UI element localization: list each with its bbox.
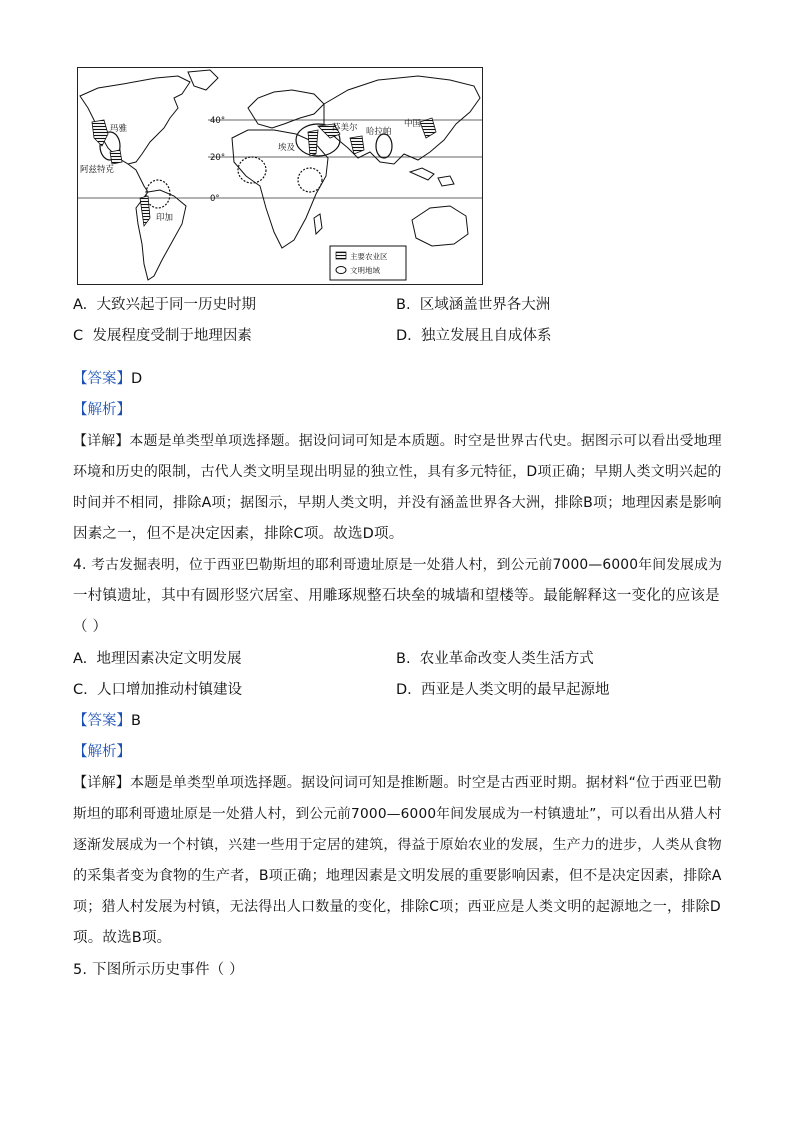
q3-option-d[interactable]: D. 独立发展且自成体系 <box>396 328 552 344</box>
agri-aztec <box>110 150 122 164</box>
q4-detail-line-4: 的采集者变为食物的生产者，B项正确；地理因素是文明发展的重要影响因素，但不是决定因素，排除A <box>73 868 722 884</box>
q3-detail-line-3: 时间并不相同，排除A项；据图示，早期人类文明，并没有涵盖世界各大洲，排除B项；地理因素是影响 <box>73 495 722 511</box>
australia <box>412 206 468 246</box>
madagascar <box>314 214 322 234</box>
q4-option-a[interactable]: A. 地理因素决定文明发展 <box>73 651 242 667</box>
q4-detail-line-3: 逐渐发展成为一个村镇，兴建一些用于定居的建筑，得益于原始农业的发展，生产力的进步，人类从食物 <box>73 837 722 853</box>
q3-detail-line-2: 环境和历史的限制，古代人类文明呈现出明显的独立性，具有多元特征，D项正确；早期人类文明兴起的 <box>73 464 722 480</box>
q4-detail-line-1: 【详解】本题是单类型单项选择题。据设问词可知是推断题。时空是古西亚时期。据材料“位于西亚巴勒 <box>73 775 722 791</box>
north-america <box>80 76 190 164</box>
se-asia-islands <box>410 168 454 186</box>
agri-inca <box>140 196 150 226</box>
q4-option-c[interactable]: C. 人口增加推动村镇建设 <box>73 682 242 698</box>
q4-option-b[interactable]: B. 农业革命改变人类生活方式 <box>396 651 594 667</box>
q4-detail-line-2: 斯坦的耶利哥遗址原是一处猎人村，到公元前7000—6000年间发展成为一村镇遗址”，可以看出从猎人村 <box>73 806 722 822</box>
place-aztec: 阿兹特克 <box>80 165 115 175</box>
civ-region-harappa <box>376 134 392 158</box>
place-sumer: 苏美尔 <box>332 123 358 133</box>
agri-china <box>420 118 436 138</box>
lat-label-20: 20° <box>210 153 226 163</box>
legend-civ-label: 文明地域 <box>350 266 380 275</box>
civ-region-africa-w <box>238 157 266 183</box>
q4-detail-line-6: 项。故选B项。 <box>73 930 172 946</box>
q3-answer: 【答案】D <box>73 371 143 387</box>
place-inca: 印加 <box>156 213 174 223</box>
q4-analysis-label: 【解析】 <box>73 744 131 760</box>
lat-label-0: 0° <box>210 194 220 204</box>
q5-stem: 5. 下图所示历史事件（ ） <box>73 962 244 978</box>
q4-option-d[interactable]: D. 西亚是人类文明的最早起源地 <box>396 682 610 698</box>
q4-stem-line-1: 4. 考古发掘表明，位于西亚巴勒斯坦的耶利哥遗址原是一处猎人村，到公元前7000—6000年间发展成为 <box>73 557 723 573</box>
q3-option-a[interactable]: A. 大致兴起于同一历史时期 <box>73 297 256 313</box>
q3-detail-line-1: 【详解】本题是单类型单项选择题。据设问词可知是本质题。时空是世界古代史。据图示可以看出受地理 <box>73 433 722 449</box>
civ-region-inca <box>146 180 170 208</box>
lat-label-40: 40° <box>210 116 226 126</box>
q3-option-c[interactable]: C 发展程度受制于地理因素 <box>73 328 252 344</box>
central-america <box>128 164 148 192</box>
agri-harappa <box>350 136 364 154</box>
q4-answer: 【答案】B <box>73 713 141 729</box>
world-civilization-map <box>77 67 483 285</box>
place-egypt: 埃及 <box>278 143 296 153</box>
greenland <box>188 70 218 90</box>
civ-region-africa-c <box>298 168 322 192</box>
q3-detail-line-4: 因素之一，但不是决定因素，排除C项。故选D项。 <box>73 526 404 542</box>
place-harappa: 哈拉帕 <box>366 127 392 137</box>
europe <box>248 90 324 128</box>
legend-agri-swatch <box>336 252 346 259</box>
place-china: 中国 <box>404 119 422 129</box>
agri-egypt <box>308 130 318 156</box>
place-maya: 玛雅 <box>110 124 128 134</box>
q3-analysis-label: 【解析】 <box>73 402 131 418</box>
q3-option-b[interactable]: B. 区域涵盖世界各大洲 <box>396 297 551 313</box>
agri-maya <box>92 120 108 146</box>
q4-stem-line-2: 一村镇遗址，其中有圆形竖穴居室、用雕琢规整石块垒的城墙和望楼等。最能解释这一变化的应该是 <box>73 588 720 604</box>
legend-agri-label: 主要农业区 <box>350 252 388 261</box>
q4-detail-line-5: 项；猎人村发展为村镇，无法得出人口数量的变化，排除C项；西亚应是人类文明的起源地之一，排除D <box>73 899 721 915</box>
map-drawing <box>78 68 482 284</box>
q4-answer-paren: （ ） <box>73 619 108 635</box>
